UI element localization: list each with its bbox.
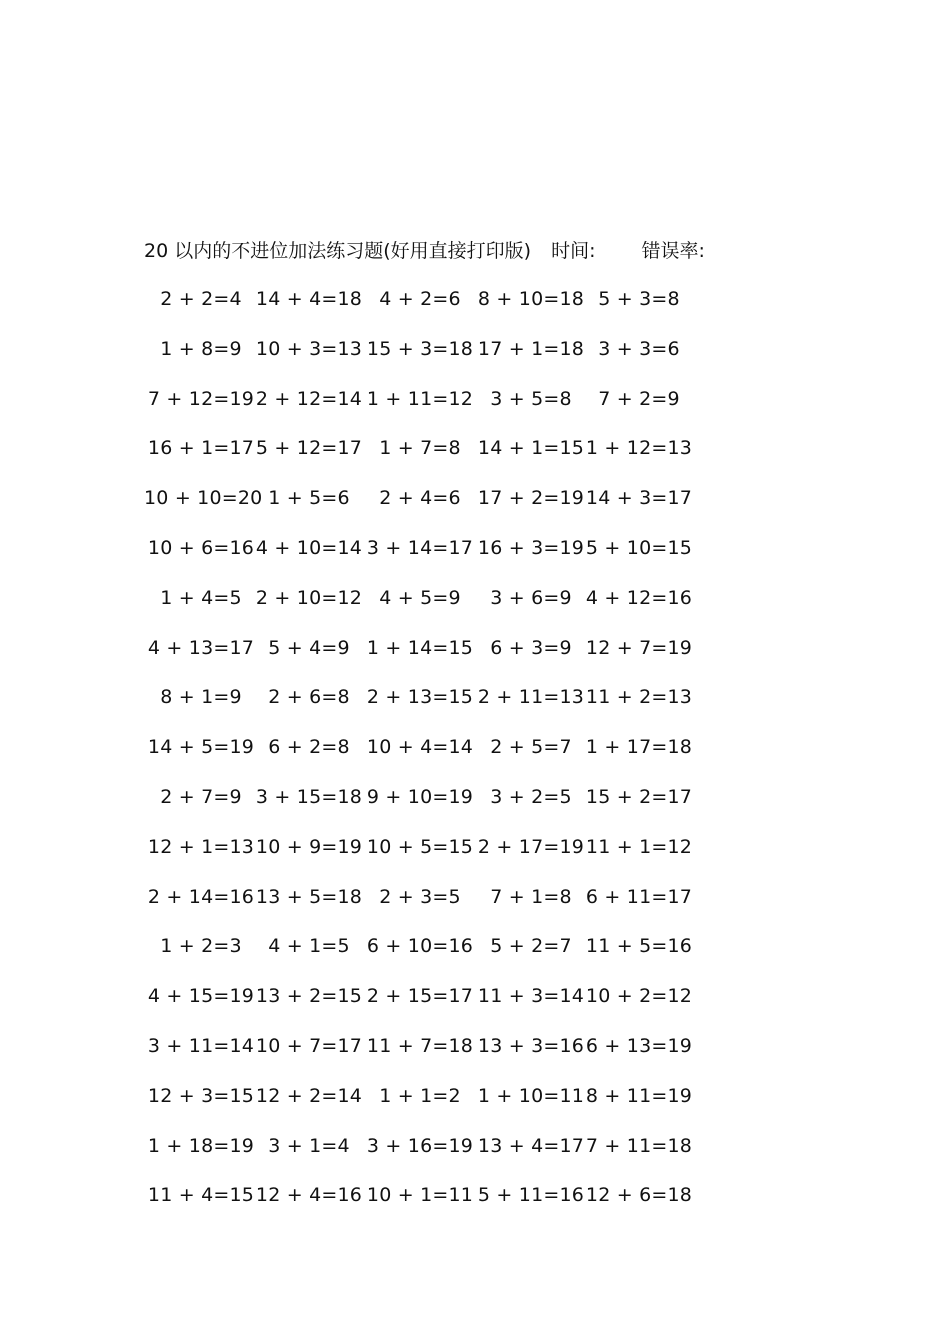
problem-item: 1 + 11=12 [366,387,474,410]
problem-item: 13 + 4=17 [477,1134,585,1157]
problem-item: 4 + 15=19 [147,985,255,1008]
problem-item: 2 + 15=17 [366,985,474,1008]
problem-item: 10 + 10=20 [144,487,263,510]
problem-item: 5 + 4=9 [268,636,350,659]
problem-row [144,384,714,434]
problem-item: 1 + 17=18 [585,736,693,759]
problem-item: 2 + 14=16 [147,885,255,908]
problem-item: 1 + 1=2 [379,1084,461,1107]
problem-item: 1 + 5=6 [268,487,350,510]
problem-item: 2 + 7=9 [160,785,242,808]
problem-item: 10 + 6=16 [147,536,255,559]
problem-item: 5 + 11=16 [477,1184,585,1207]
problem-item: 12 + 1=13 [147,835,255,858]
problem-item: 2 + 3=5 [379,885,461,908]
problem-item: 15 + 2=17 [585,785,693,808]
worksheet-title: 20 以内的不进位加法练习题(好用直接打印版) [144,240,532,262]
problem-row [144,931,714,981]
problem-item: 7 + 12=19 [147,387,255,410]
problem-item: 12 + 2=14 [255,1084,363,1107]
problem-row [144,782,714,832]
problem-item: 4 + 10=14 [255,536,363,559]
problem-item: 2 + 12=14 [255,387,363,410]
problem-item: 9 + 10=19 [366,785,474,808]
problem-row [144,882,714,932]
problem-item: 5 + 12=17 [255,437,363,460]
problem-item: 12 + 6=18 [585,1184,693,1207]
problem-row [144,633,714,683]
problem-item: 3 + 11=14 [147,1034,255,1057]
problem-item: 11 + 1=12 [585,835,693,858]
problem-row [144,1180,714,1230]
problem-item: 1 + 7=8 [379,437,461,460]
problem-item: 6 + 13=19 [585,1034,693,1057]
problem-item: 16 + 1=17 [147,437,255,460]
problem-row [144,533,714,583]
problem-item: 1 + 8=9 [160,337,242,360]
problem-item: 2 + 2=4 [160,288,242,310]
problem-item: 3 + 14=17 [366,536,474,559]
problem-item: 11 + 4=15 [147,1184,255,1207]
problem-grid [144,284,714,1230]
problem-item: 4 + 12=16 [585,586,693,609]
problem-item: 12 + 3=15 [147,1084,255,1107]
problem-item: 8 + 1=9 [160,686,242,709]
problem-item: 3 + 6=9 [490,586,572,609]
problem-item: 13 + 3=16 [477,1034,585,1057]
problem-item: 6 + 11=17 [585,885,693,908]
problem-item: 2 + 4=6 [379,487,461,510]
problem-item: 8 + 11=19 [585,1084,693,1107]
problem-item: 4 + 13=17 [147,636,255,659]
problem-item: 4 + 1=5 [268,935,350,958]
problem-item: 3 + 3=6 [598,337,680,360]
problem-item: 2 + 10=12 [255,586,363,609]
problem-item: 5 + 10=15 [585,536,693,559]
problem-item: 16 + 3=19 [477,536,585,559]
problem-row [144,832,714,882]
problem-item: 3 + 5=8 [490,387,572,410]
problem-item: 2 + 11=13 [477,686,585,709]
problem-row [144,1131,714,1181]
problem-item: 13 + 2=15 [255,985,363,1008]
problem-item: 1 + 10=11 [477,1084,585,1107]
problem-item: 3 + 1=4 [268,1134,350,1157]
problem-item: 4 + 2=6 [379,288,461,310]
problem-item: 10 + 7=17 [255,1034,363,1057]
problem-item: 2 + 5=7 [490,736,572,759]
problem-row [144,334,714,384]
problem-item: 1 + 4=5 [160,586,242,609]
problem-item: 2 + 17=19 [477,835,585,858]
problem-item: 14 + 3=17 [585,487,693,510]
problem-item: 1 + 14=15 [366,636,474,659]
problem-row [144,981,714,1031]
problem-item: 17 + 1=18 [477,337,585,360]
problem-item: 10 + 9=19 [255,835,363,858]
problem-item: 10 + 1=11 [366,1184,474,1207]
problem-item: 10 + 5=15 [366,835,474,858]
problem-item: 3 + 15=18 [255,785,363,808]
problem-item: 15 + 3=18 [366,337,474,360]
problem-item: 6 + 10=16 [366,935,474,958]
time-label: 时间: [551,240,596,262]
problem-item: 12 + 7=19 [585,636,693,659]
problem-item: 7 + 2=9 [598,387,680,410]
problem-item: 14 + 4=18 [255,288,363,310]
problem-item: 3 + 16=19 [366,1134,474,1157]
problem-row [144,682,714,732]
problem-item: 1 + 2=3 [160,935,242,958]
problem-item: 14 + 5=19 [147,736,255,759]
problem-row [144,483,714,533]
problem-item: 4 + 5=9 [379,586,461,609]
problem-row [144,433,714,483]
worksheet-header [144,236,784,266]
problem-item: 3 + 2=5 [490,785,572,808]
problem-item: 6 + 2=8 [268,736,350,759]
problem-item: 13 + 5=18 [255,885,363,908]
problem-item: 2 + 6=8 [268,686,350,709]
problem-item: 10 + 3=13 [255,337,363,360]
problem-row [144,1031,714,1081]
problem-item: 8 + 10=18 [477,288,585,310]
problem-item: 11 + 3=14 [477,985,585,1008]
problem-item: 10 + 2=12 [585,985,693,1008]
problem-item: 12 + 4=16 [255,1184,363,1207]
problem-item: 5 + 2=7 [490,935,572,958]
problem-item: 5 + 3=8 [598,288,680,310]
problem-item: 11 + 2=13 [585,686,693,709]
problem-item: 11 + 7=18 [366,1034,474,1057]
problem-item: 11 + 5=16 [585,935,693,958]
problem-item: 7 + 11=18 [585,1134,693,1157]
problem-item: 2 + 13=15 [366,686,474,709]
error-rate-label: 错误率: [641,240,705,262]
problem-item: 1 + 12=13 [585,437,693,460]
problem-item: 7 + 1=8 [490,885,572,908]
problem-item: 6 + 3=9 [490,636,572,659]
problem-row [144,284,714,334]
problem-item: 10 + 4=14 [366,736,474,759]
problem-item: 14 + 1=15 [477,437,585,460]
problem-row [144,732,714,782]
problem-item: 17 + 2=19 [477,487,585,510]
problem-row [144,583,714,633]
problem-item: 1 + 18=19 [147,1134,255,1157]
problem-row [144,1081,714,1131]
